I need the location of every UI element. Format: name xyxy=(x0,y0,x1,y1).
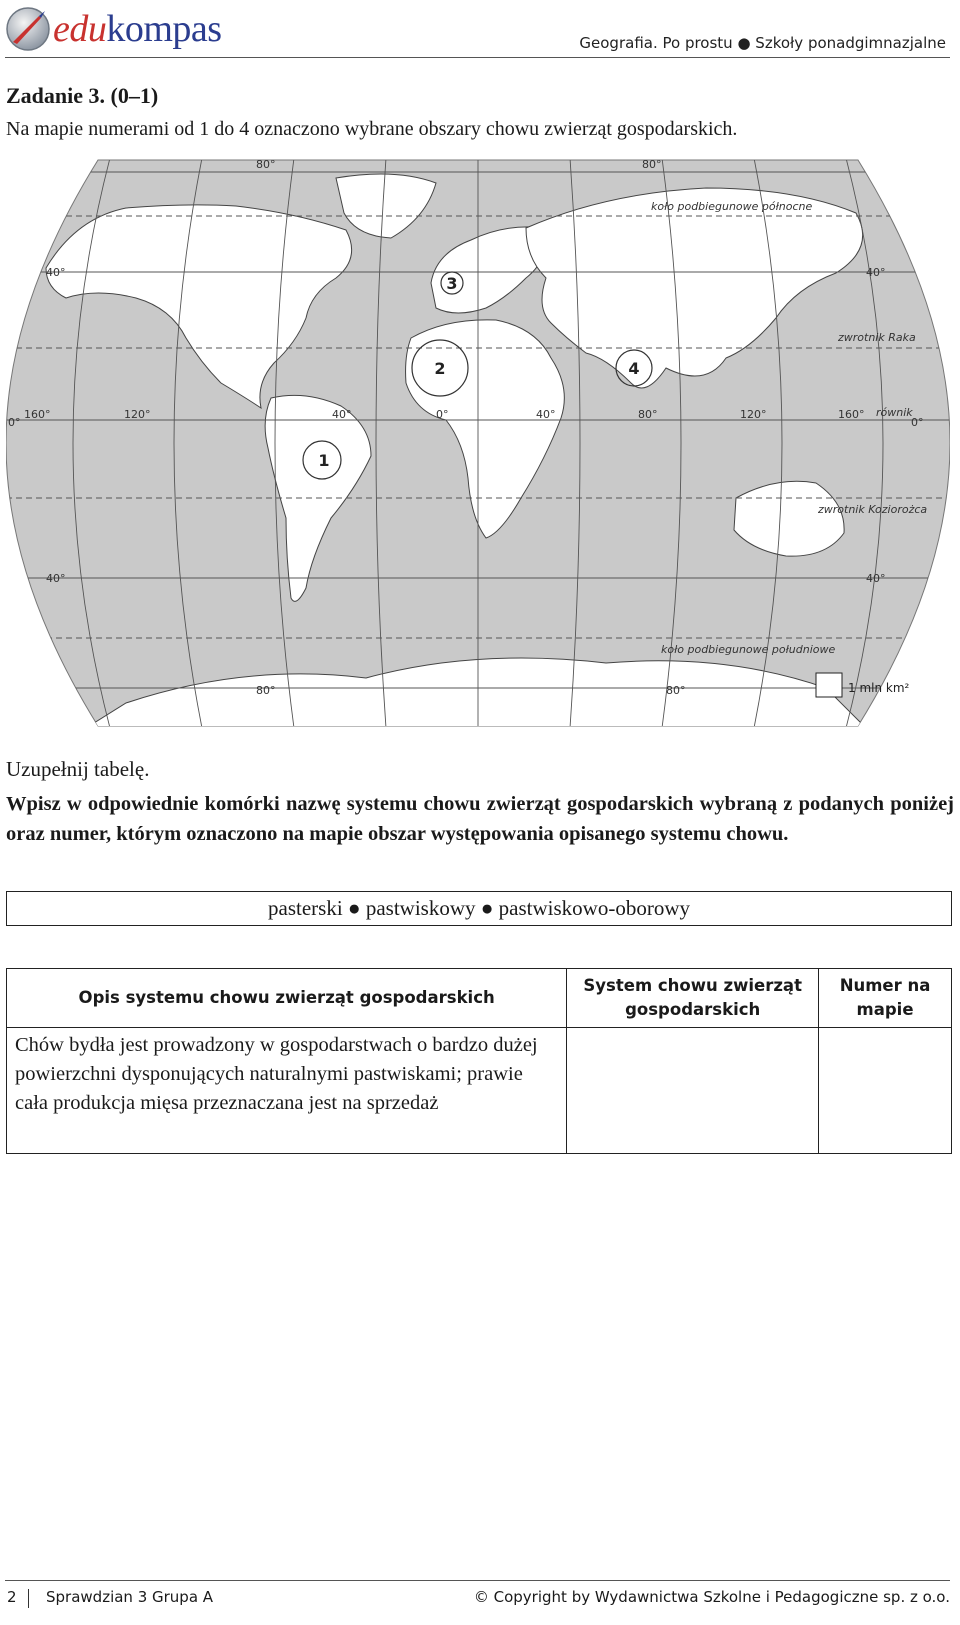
lat-label: 80° xyxy=(256,158,276,171)
lon-label: 120° xyxy=(740,408,767,421)
header-number: Numer na mapie xyxy=(819,969,952,1028)
footer-separator xyxy=(28,1589,29,1608)
world-map xyxy=(6,158,950,728)
lat-label: 40° xyxy=(46,572,66,585)
complete-table-label: Uzupełnij tabelę. xyxy=(6,757,150,781)
lat-label: 40° xyxy=(46,266,66,279)
tropic-of-capricorn-label: zwrotnik Koziorożca xyxy=(818,503,928,516)
footer-rule xyxy=(5,1580,950,1581)
arctic-circle-label: koło podbiegunowe północne xyxy=(651,200,813,213)
lon-label: 160° xyxy=(24,408,51,421)
series-title: Geografia. Po prostu ● Szkoły ponadgimnazjalne xyxy=(579,34,946,52)
scale-square xyxy=(816,673,842,697)
options-text: pasterski ● pastwiskowy ● pastwiskowo-oborowy xyxy=(268,896,690,920)
lon-label: 40° xyxy=(332,408,352,421)
logo-wordmark xyxy=(53,7,222,51)
answer-table xyxy=(6,968,952,1154)
logo-edu: edu xyxy=(53,8,107,50)
tropic-of-cancer-label: zwrotnik Raka xyxy=(838,331,916,344)
lon-label: 160° xyxy=(838,408,865,421)
table-row xyxy=(7,1028,952,1154)
lat-label: 0° xyxy=(911,416,924,429)
edukompas-logo xyxy=(5,4,222,54)
lon-label: 120° xyxy=(124,408,151,421)
region-1-label: 1 xyxy=(318,451,330,470)
copyright: © Copyright by Wydawnictwa Szkolne i Pedagogiczne sp. z o.o. xyxy=(473,1588,950,1606)
header-rule xyxy=(5,57,950,58)
instruction-text: Wpisz w odpowiednie komórki nazwę systemu chowu zwierząt gospodarskich wybraną z podanych poniżej oraz numer, którym oznaczono na mapie obszar występowania opisanego systemu chowu. xyxy=(6,793,954,845)
lat-label: 80° xyxy=(666,684,686,697)
lat-label: 80° xyxy=(256,684,276,697)
equator-label: równik xyxy=(876,406,913,419)
page-number: 2 xyxy=(7,1588,17,1606)
antarctic-circle-label: koło podbiegunowe południowe xyxy=(661,643,836,656)
header-description: Opis systemu chowu zwierząt gospodarskich xyxy=(7,969,567,1028)
region-2-label: 2 xyxy=(434,359,446,378)
lat-label: 80° xyxy=(642,158,662,171)
number-answer-cell[interactable] xyxy=(819,1028,952,1154)
system-answer-cell[interactable] xyxy=(567,1028,819,1154)
options-box xyxy=(6,891,952,926)
task-intro: Na mapie numerami od 1 do 4 oznaczono wybrane obszary chowu zwierząt gospodarskich. xyxy=(6,118,738,140)
test-name: Sprawdzian 3 Grupa A xyxy=(46,1588,214,1606)
lat-label: 40° xyxy=(866,266,886,279)
lat-label: 0° xyxy=(8,416,21,429)
header-system: System chowu zwierząt gospodarskich xyxy=(567,969,819,1028)
compass-logo-icon xyxy=(5,6,51,52)
region-4-label: 4 xyxy=(628,359,640,378)
scale-label: 1 mln km² xyxy=(848,681,910,695)
table-header-row xyxy=(7,969,952,1028)
row-description: Chów bydła jest prowadzony w gospodarstwach o bardzo dużej powierzchni dysponujących naturalnymi pastwiskami; prawie cała produkcja mięsa przeznaczana jest na sprzedaż xyxy=(7,1028,567,1154)
lon-label: 0° xyxy=(436,408,449,421)
lat-label: 40° xyxy=(866,572,886,585)
lon-label: 80° xyxy=(638,408,658,421)
logo-kompas: kompas xyxy=(106,8,222,50)
task-title: Zadanie 3. (0–1) xyxy=(6,83,159,108)
region-3-label: 3 xyxy=(446,274,458,293)
lon-label: 40° xyxy=(536,408,556,421)
